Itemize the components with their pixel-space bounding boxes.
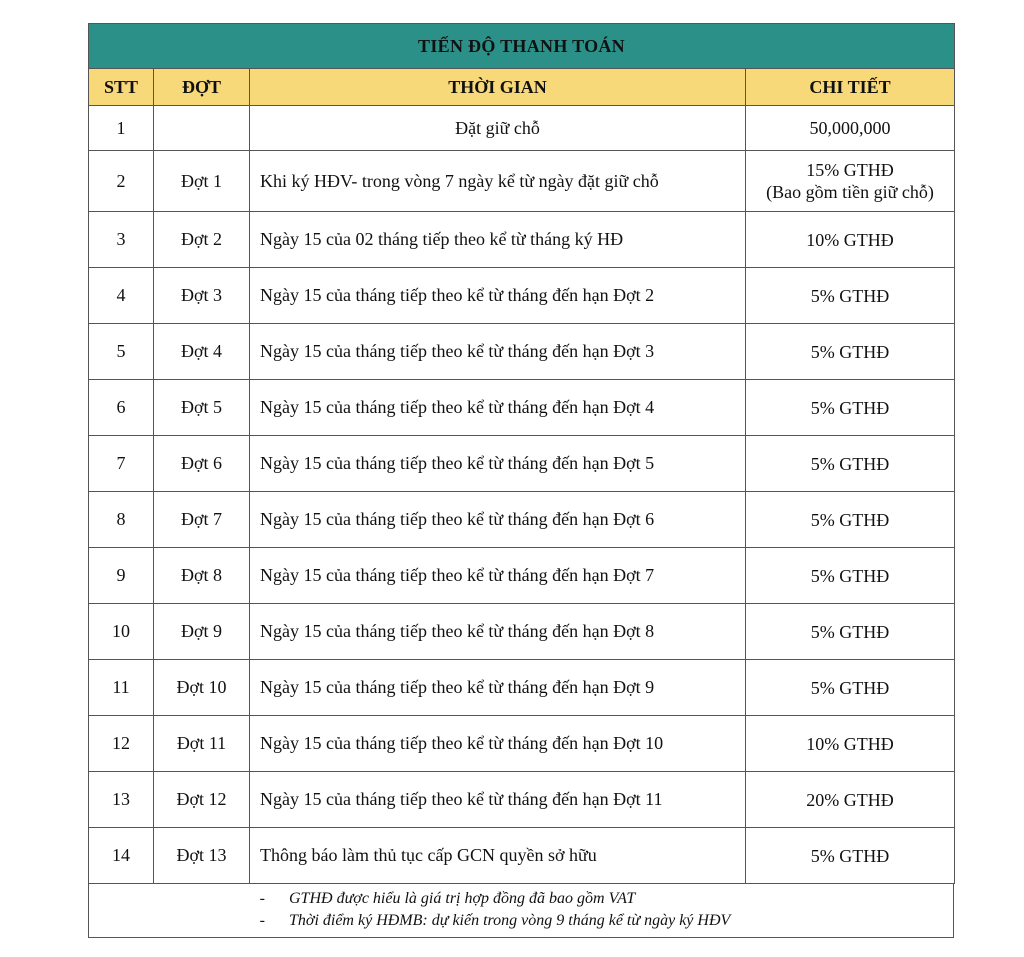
detail-amount: 5% GTHĐ [810,509,890,530]
cell-time: Ngày 15 của tháng tiếp theo kể từ tháng đến hạn Đợt 7 [250,548,746,604]
cell-detail [746,106,955,151]
cell-dot: Đợt 11 [154,716,250,772]
table-title-row [89,24,955,69]
cell-time: Ngày 15 của tháng tiếp theo kể từ tháng đến hạn Đợt 4 [250,380,746,436]
cell-dot: Đợt 10 [154,660,250,716]
note-line [89,888,953,910]
cell-time: Ngày 15 của tháng tiếp theo kể từ tháng đến hạn Đợt 9 [250,660,746,716]
cell-stt: 1 [89,106,154,151]
cell-detail [746,324,955,380]
cell-time: Ngày 15 của tháng tiếp theo kể từ tháng đến hạn Đợt 3 [250,324,746,380]
cell-stt: 14 [89,828,154,884]
payment-table [88,23,955,884]
table-row [89,212,955,268]
cell-time: Đặt giữ chỗ [250,106,746,151]
note-line [89,910,953,932]
cell-stt: 6 [89,380,154,436]
header-detail: CHI TIẾT [746,69,955,106]
detail-amount: 5% GTHĐ [810,565,890,586]
cell-detail [746,716,955,772]
table-row [89,828,955,884]
detail-amount: 5% GTHĐ [810,677,890,698]
cell-detail [746,660,955,716]
header-dot: ĐỢT [154,69,250,106]
cell-dot: Đợt 13 [154,828,250,884]
note-text: GTHĐ được hiểu là giá trị hợp đồng đã bao gồm VAT [289,890,636,907]
cell-stt: 12 [89,716,154,772]
cell-time: Ngày 15 của tháng tiếp theo kể từ tháng đến hạn Đợt 8 [250,604,746,660]
cell-dot: Đợt 1 [154,151,250,212]
cell-detail [746,492,955,548]
cell-dot: Đợt 12 [154,772,250,828]
cell-stt: 10 [89,604,154,660]
cell-time: Ngày 15 của tháng tiếp theo kể từ tháng đến hạn Đợt 10 [250,716,746,772]
cell-stt: 4 [89,268,154,324]
table-row [89,716,955,772]
detail-amount: 10% GTHĐ [806,229,894,250]
cell-time: Ngày 15 của tháng tiếp theo kể từ tháng đến hạn Đợt 2 [250,268,746,324]
cell-stt: 7 [89,436,154,492]
cell-detail [746,548,955,604]
cell-time: Thông báo làm thủ tục cấp GCN quyền sở hữu [250,828,746,884]
table-row [89,436,955,492]
table-row [89,151,955,212]
cell-time: Khi ký HĐV- trong vòng 7 ngày kể từ ngày đặt giữ chỗ [250,151,746,212]
cell-stt: 3 [89,212,154,268]
detail-amount: 20% GTHĐ [806,789,894,810]
cell-stt: 9 [89,548,154,604]
cell-stt: 13 [89,772,154,828]
table-row [89,268,955,324]
detail-amount: 5% GTHĐ [810,621,890,642]
cell-stt: 5 [89,324,154,380]
cell-detail [746,380,955,436]
notes-box [88,884,954,938]
cell-time: Ngày 15 của tháng tiếp theo kể từ tháng đến hạn Đợt 11 [250,772,746,828]
table-header-row [89,69,955,106]
table-row [89,492,955,548]
cell-time: Ngày 15 của tháng tiếp theo kể từ tháng đến hạn Đợt 5 [250,436,746,492]
detail-amount: 5% GTHĐ [810,453,890,474]
cell-detail [746,604,955,660]
table-row [89,380,955,436]
cell-dot: Đợt 7 [154,492,250,548]
note-text: Thời điểm ký HĐMB: dự kiến trong vòng 9 tháng kể từ ngày ký HĐV [289,912,731,929]
cell-dot: Đợt 3 [154,268,250,324]
cell-stt: 8 [89,492,154,548]
header-time: THỜI GIAN [250,69,746,106]
detail-amount: 10% GTHĐ [806,733,894,754]
cell-stt: 2 [89,151,154,212]
table-row [89,772,955,828]
cell-detail [746,268,955,324]
cell-dot: Đợt 8 [154,548,250,604]
detail-note: (Bao gồm tiền giữ chỗ) [766,182,934,202]
table-row [89,604,955,660]
table-row [89,324,955,380]
note-bullet: - [259,890,265,907]
detail-amount: 5% GTHĐ [810,341,890,362]
cell-detail [746,212,955,268]
cell-dot: Đợt 4 [154,324,250,380]
header-stt: STT [89,69,154,106]
cell-detail [746,436,955,492]
cell-time: Ngày 15 của tháng tiếp theo kể từ tháng đến hạn Đợt 6 [250,492,746,548]
cell-dot: Đợt 5 [154,380,250,436]
table-title: TIẾN ĐỘ THANH TOÁN [89,24,955,69]
cell-time: Ngày 15 của 02 tháng tiếp theo kể từ tháng ký HĐ [250,212,746,268]
detail-amount: 5% GTHĐ [810,285,890,306]
detail-amount: 15% GTHĐ [806,160,894,180]
detail-amount: 5% GTHĐ [810,845,890,866]
cell-dot: Đợt 9 [154,604,250,660]
cell-detail [746,151,955,212]
table-row [89,106,955,151]
table-body [89,106,955,884]
detail-amount: 50,000,000 [809,118,891,138]
cell-stt: 11 [89,660,154,716]
payment-schedule [88,23,954,938]
cell-detail [746,772,955,828]
note-bullet: - [259,912,265,929]
cell-dot: Đợt 6 [154,436,250,492]
cell-detail [746,828,955,884]
table-row [89,660,955,716]
table-row [89,548,955,604]
detail-amount: 5% GTHĐ [810,397,890,418]
cell-dot: Đợt 2 [154,212,250,268]
cell-dot [154,106,250,151]
